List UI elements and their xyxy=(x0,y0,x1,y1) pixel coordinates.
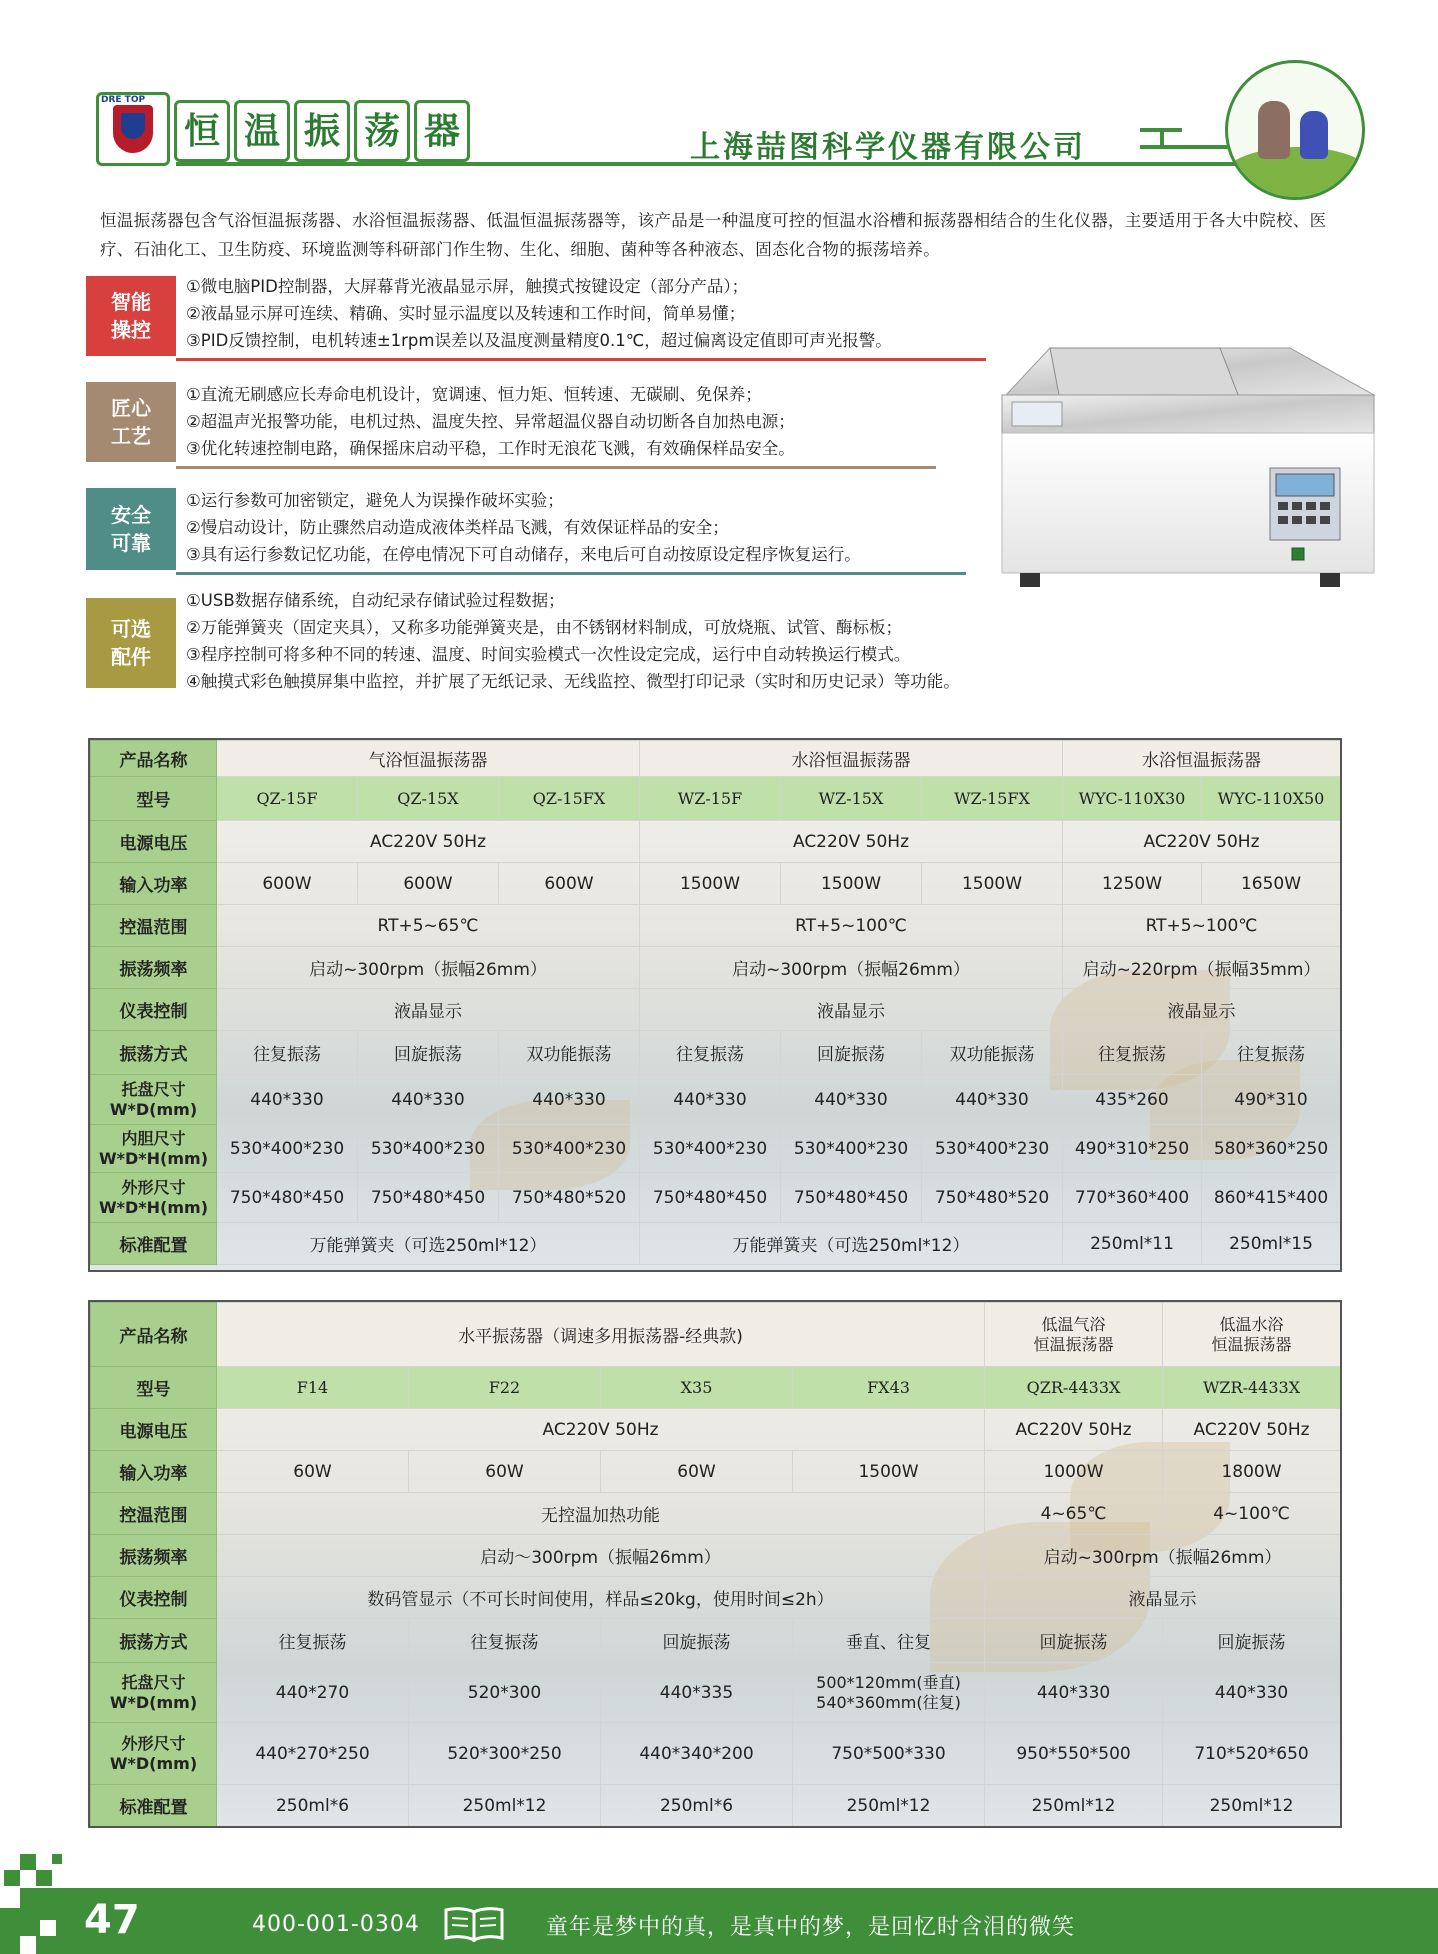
inner-cell: 530*400*230 xyxy=(640,1125,781,1173)
row-label-product-name: 产品名称 xyxy=(91,741,217,777)
header-deco-line xyxy=(1140,145,1230,149)
table2-frame xyxy=(88,1300,1342,1828)
footer-pixel-deco xyxy=(0,1888,20,1908)
freq-cell: 启动~220rpm（振幅35mm） xyxy=(1063,947,1341,989)
inner-cell: 530*400*230 xyxy=(781,1125,922,1173)
tray-cell: 440*330 xyxy=(781,1075,922,1125)
inner-cell: 530*400*230 xyxy=(922,1125,1063,1173)
row-label-config: 标准配置 xyxy=(91,1223,217,1265)
mode-cell: 往复振荡 xyxy=(640,1031,781,1075)
footer-pixel-deco xyxy=(36,1870,52,1886)
outer-cell: 750*480*450 xyxy=(781,1173,922,1223)
group-name: 水浴恒温振荡器 xyxy=(1063,741,1341,777)
section-rule xyxy=(176,572,966,575)
row-label-power: 输入功率 xyxy=(91,1451,217,1493)
mode-cell: 往复振荡 xyxy=(217,1031,358,1075)
row-label-config: 标准配置 xyxy=(91,1785,217,1827)
model-cell: WZR-4433X xyxy=(1163,1367,1341,1409)
intro-paragraph: 恒温振荡器包含气浴恒温振荡器、水浴恒温振荡器、低温恒温振荡器等，该产品是一种温度可控的恒温水浴槽和振荡器相结合的生化仪器，主要适用于各大中院校、医疗、石油化工、卫生防疫、环境监测等科研部门作生物、生化、细胞、菌种等各种液态、固态化合物的振荡培养。 xyxy=(100,211,1327,259)
row-label-mode: 振荡方式 xyxy=(91,1619,217,1663)
shaker-product-photo xyxy=(990,340,1380,600)
power-cell: 1250W xyxy=(1063,863,1202,905)
tray-cell: 440*330 xyxy=(358,1075,499,1125)
tray-cell: 440*330 xyxy=(217,1075,358,1125)
footer-pixel-deco xyxy=(4,1870,20,1886)
config-cell: 万能弹簧夹（可选250ml*12） xyxy=(217,1223,640,1265)
section-text-smart: ①微电脑PID控制器，大屏幕背光液晶显示屏，触摸式按键设定（部分产品）； ②液晶显示屏可连续、精确、实时显示温度以及转速和工作时间，简单易懂； ③PID反馈控制，电机转速±1rpm误差以及温度测量精度0.1℃，超过偏离设定值即可声光报警。 xyxy=(186,277,892,350)
mode-cell: 往复振荡 xyxy=(1202,1031,1341,1075)
mode-cell: 回旋振荡 xyxy=(781,1031,922,1075)
voltage-cell: AC220V 50Hz xyxy=(1163,1409,1341,1451)
config-cell: 250ml*15 xyxy=(1202,1223,1341,1265)
tray-cell: 440*330 xyxy=(499,1075,640,1125)
tray-cell: 440*335 xyxy=(601,1663,793,1723)
freq-cell: 启动~300rpm（振幅26mm） xyxy=(985,1535,1341,1577)
page-number: 47 xyxy=(84,1897,140,1943)
model-cell: WYC-110X50 xyxy=(1202,777,1341,821)
model-cell: WYC-110X30 xyxy=(1063,777,1202,821)
outer-cell: 520*300*250 xyxy=(409,1723,601,1785)
title-char-4: 荡 xyxy=(354,100,410,162)
section-rule xyxy=(176,358,986,361)
shield-icon xyxy=(113,105,153,153)
config-cell: 250ml*11 xyxy=(1063,1223,1202,1265)
row-label-outer: 外形尺寸 W*D(mm) xyxy=(91,1723,217,1785)
config-cell: 万能弹簧夹（可选250ml*12） xyxy=(640,1223,1063,1265)
model-cell: QZR-4433X xyxy=(985,1367,1163,1409)
freq-cell: 启动~300rpm（振幅26mm） xyxy=(640,947,1063,989)
mode-cell: 往复振荡 xyxy=(1063,1031,1202,1075)
row-label-outer: 外形尺寸 W*D*H(mm) xyxy=(91,1173,217,1223)
model-cell: WZ-15FX xyxy=(922,777,1063,821)
row-label-inner: 内胆尺寸 W*D*H(mm) xyxy=(91,1125,217,1173)
config-cell: 250ml*12 xyxy=(793,1785,985,1827)
row-label-mode: 振荡方式 xyxy=(91,1031,217,1075)
config-cell: 250ml*12 xyxy=(409,1785,601,1827)
power-cell: 1650W xyxy=(1202,863,1341,905)
meter-cell: 液晶显示 xyxy=(1063,989,1341,1031)
inner-cell: 490*310*250 xyxy=(1063,1125,1202,1173)
meter-cell: 液晶显示 xyxy=(640,989,1063,1031)
open-book-icon xyxy=(442,1906,506,1942)
row-label-meter: 仪表控制 xyxy=(91,989,217,1031)
tray-cell: 440*270 xyxy=(217,1663,409,1723)
section-label-accessories: 可选配件 xyxy=(86,598,176,688)
row-label-tray: 托盘尺寸 W*D(mm) xyxy=(91,1663,217,1723)
header-deco-line xyxy=(1160,128,1164,148)
voltage-cell: AC220V 50Hz xyxy=(985,1409,1163,1451)
power-cell: 600W xyxy=(217,863,358,905)
section-rule xyxy=(176,466,936,469)
mode-cell: 双功能振荡 xyxy=(922,1031,1063,1075)
power-cell: 60W xyxy=(601,1451,793,1493)
temp-cell: RT+5~100℃ xyxy=(1063,905,1341,947)
model-cell: X35 xyxy=(601,1367,793,1409)
section-text-safety: ①运行参数可加密锁定，避免人为误操作破坏实验； ②慢启动设计，防止骤然启动造成液体类样品飞溅，有效保证样品的安全； ③具有运行参数记忆功能，在停电情况下可自动储存，来电后可自动按原设定程序恢复运行。 xyxy=(186,491,861,564)
group-name: 水平振荡器（调速多用振荡器-经典款) xyxy=(217,1303,985,1367)
outer-cell: 750*480*450 xyxy=(217,1173,358,1223)
mode-cell: 回旋振荡 xyxy=(601,1619,793,1663)
temp-cell: RT+5~100℃ xyxy=(640,905,1063,947)
voltage-cell: AC220V 50Hz xyxy=(1063,821,1341,863)
outer-cell: 770*360*400 xyxy=(1063,1173,1202,1223)
section-label-smart: 智能操控 xyxy=(86,276,176,356)
power-cell: 60W xyxy=(409,1451,601,1493)
title-char-2: 温 xyxy=(234,100,290,162)
footer-pixel-deco xyxy=(20,1936,36,1954)
hotline-phone: 400-001-0304 xyxy=(252,1912,420,1937)
temp-cell: RT+5~65℃ xyxy=(217,905,640,947)
mode-cell: 回旋振荡 xyxy=(358,1031,499,1075)
outer-cell: 750*500*330 xyxy=(793,1723,985,1785)
title-char-5: 器 xyxy=(414,100,470,162)
section-text-craft: ①直流无刷感应长寿命电机设计，宽调速、恒力矩、恒转速、无碳刷、免保养； ②超温声光报警功能，电机过热、温度失控、异常超温仪器自动切断各自加热电源； ③优化转速控制电路，确保摇床启动平稳，工作时无浪花飞溅，有效确保样品安全。 xyxy=(186,385,795,458)
meter-cell: 液晶显示 xyxy=(217,989,640,1031)
mode-cell: 垂直、往复 xyxy=(793,1619,985,1663)
outer-cell: 750*480*520 xyxy=(922,1173,1063,1223)
outer-cell: 710*520*650 xyxy=(1163,1723,1341,1785)
config-cell: 250ml*12 xyxy=(1163,1785,1341,1827)
power-cell: 1500W xyxy=(793,1451,985,1493)
group-name: 低温水浴 恒温振荡器 xyxy=(1163,1303,1341,1367)
row-label-meter: 仪表控制 xyxy=(91,1577,217,1619)
footer-slogan: 童年是梦中的真，是真中的梦，是回忆时含泪的微笑 xyxy=(546,1915,1076,1940)
row-label-voltage: 电源电压 xyxy=(91,1409,217,1451)
outer-cell: 750*480*450 xyxy=(640,1173,781,1223)
row-label-voltage: 电源电压 xyxy=(91,821,217,863)
power-cell: 1500W xyxy=(640,863,781,905)
outer-cell: 440*340*200 xyxy=(601,1723,793,1785)
meter-cell: 液晶显示 xyxy=(985,1577,1341,1619)
model-cell: FX43 xyxy=(793,1367,985,1409)
inner-cell: 530*400*230 xyxy=(217,1125,358,1173)
mode-cell: 双功能振荡 xyxy=(499,1031,640,1075)
company-name: 上海喆图科学仪器有限公司 xyxy=(690,130,1086,165)
model-cell: WZ-15X xyxy=(781,777,922,821)
tray-cell: 435*260 xyxy=(1063,1075,1202,1125)
row-label-model: 型号 xyxy=(91,777,217,821)
row-label-product-name: 产品名称 xyxy=(91,1303,217,1367)
section-label-safety: 安全可靠 xyxy=(86,488,176,570)
temp-cell: 4~65℃ xyxy=(985,1493,1163,1535)
children-illustration xyxy=(1225,60,1365,200)
title-char-3: 振 xyxy=(294,100,350,162)
voltage-cell: AC220V 50Hz xyxy=(217,821,640,863)
config-cell: 250ml*6 xyxy=(601,1785,793,1827)
mode-cell: 回旋振荡 xyxy=(1163,1619,1341,1663)
outer-cell: 750*480*520 xyxy=(499,1173,640,1223)
inner-cell: 580*360*250 xyxy=(1202,1125,1341,1173)
tray-cell: 500*120mm(垂直) 540*360mm(往复) xyxy=(793,1663,985,1723)
tray-cell: 440*330 xyxy=(985,1663,1163,1723)
outer-cell: 750*480*450 xyxy=(358,1173,499,1223)
outer-cell: 860*415*400 xyxy=(1202,1173,1341,1223)
inner-cell: 530*400*230 xyxy=(499,1125,640,1173)
footer-pixel-deco xyxy=(40,1920,56,1936)
row-label-frequency: 振荡频率 xyxy=(91,1535,217,1577)
temp-cell: 无控温加热功能 xyxy=(217,1493,985,1535)
group-name: 水浴恒温振荡器 xyxy=(640,741,1063,777)
row-label-temp: 控温范围 xyxy=(91,905,217,947)
logo-tag: DRE TOP xyxy=(101,95,146,105)
row-label-tray: 托盘尺寸 W*D(mm) xyxy=(91,1075,217,1125)
power-cell: 60W xyxy=(217,1451,409,1493)
outer-cell: 950*550*500 xyxy=(985,1723,1163,1785)
tray-cell: 520*300 xyxy=(409,1663,601,1723)
mode-cell: 回旋振荡 xyxy=(985,1619,1163,1663)
row-label-temp: 控温范围 xyxy=(91,1493,217,1535)
power-cell: 1000W xyxy=(985,1451,1163,1493)
tray-cell: 440*330 xyxy=(1163,1663,1341,1723)
power-cell: 1800W xyxy=(1163,1451,1341,1493)
config-cell: 250ml*6 xyxy=(217,1785,409,1827)
power-cell: 600W xyxy=(358,863,499,905)
inner-cell: 530*400*230 xyxy=(358,1125,499,1173)
model-cell: F22 xyxy=(409,1367,601,1409)
power-cell: 1500W xyxy=(922,863,1063,905)
title-char-1: 恒 xyxy=(174,100,230,162)
tray-cell: 440*330 xyxy=(640,1075,781,1125)
row-label-frequency: 振荡频率 xyxy=(91,947,217,989)
mode-cell: 往复振荡 xyxy=(217,1619,409,1663)
freq-cell: 启动~300rpm（振幅26mm） xyxy=(217,947,640,989)
outer-cell: 440*270*250 xyxy=(217,1723,409,1785)
tray-cell: 490*310 xyxy=(1202,1075,1341,1125)
table1-frame xyxy=(88,738,1342,1272)
meter-cell: 数码管显示（不可长时间使用，样品≤20kg，使用时间≤2h） xyxy=(217,1577,985,1619)
model-cell: WZ-15F xyxy=(640,777,781,821)
voltage-cell: AC220V 50Hz xyxy=(640,821,1063,863)
temp-cell: 4~100℃ xyxy=(1163,1493,1341,1535)
section-text-accessories: ①USB数据存储系统，自动纪录存储试验过程数据； ②万能弹簧夹（固定夹具），又称多功能弹簧夹是，由不锈钢材料制成，可放烧瓶、试管、酶标板； ③程序控制可将多种不同的转速、温度、时间实验模式一次性设定完成，运行中自动转换运行模式。 ④触摸式彩色触摸屏集中监控，并扩展了无纸记录、无线监控、微型打印记录（实时和历史记录）等功能。 xyxy=(186,591,960,691)
section-label-craft: 匠心工艺 xyxy=(86,382,176,462)
row-label-power: 输入功率 xyxy=(91,863,217,905)
mode-cell: 往复振荡 xyxy=(409,1619,601,1663)
footer-pixel-deco xyxy=(20,1854,36,1870)
power-cell: 1500W xyxy=(781,863,922,905)
power-cell: 600W xyxy=(499,863,640,905)
voltage-cell: AC220V 50Hz xyxy=(217,1409,985,1451)
brand-logo xyxy=(96,92,170,166)
row-label-model: 型号 xyxy=(91,1367,217,1409)
model-cell: QZ-15F xyxy=(217,777,358,821)
group-name: 低温气浴 恒温振荡器 xyxy=(985,1303,1163,1367)
footer-pixel-deco xyxy=(52,1854,62,1864)
config-cell: 250ml*12 xyxy=(985,1785,1163,1827)
model-cell: QZ-15X xyxy=(358,777,499,821)
group-name: 气浴恒温振荡器 xyxy=(217,741,640,777)
tray-cell: 440*330 xyxy=(922,1075,1063,1125)
model-cell: QZ-15FX xyxy=(499,777,640,821)
freq-cell: 启动～300rpm（振幅26mm） xyxy=(217,1535,985,1577)
model-cell: F14 xyxy=(217,1367,409,1409)
